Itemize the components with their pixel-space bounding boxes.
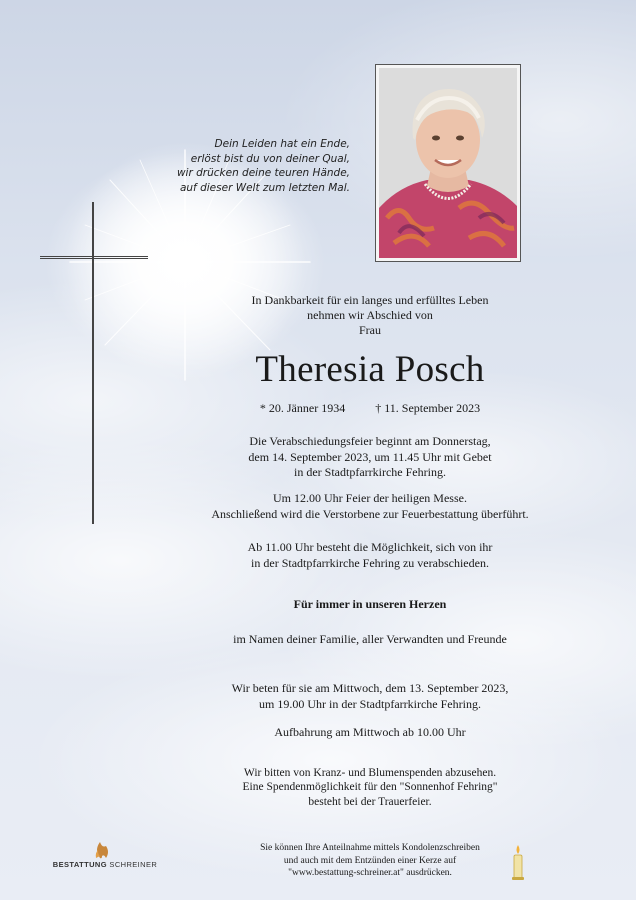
cross-vertical-bar — [92, 202, 94, 524]
farewell-line: in der Stadtpfarrkirche Fehring zu verabschieden. — [251, 555, 489, 570]
poem-line: Dein Leiden hat ein Ende, — [214, 138, 350, 150]
portrait-photo-frame — [375, 64, 521, 262]
donations-line: Eine Spendenmöglichkeit für den "Sonnenhof Fehring" — [242, 781, 498, 794]
intro-text — [180, 293, 560, 339]
poem-line: auf dieser Welt zum letzten Mal. — [179, 181, 350, 194]
intro-line: Frau — [359, 323, 381, 338]
farewell-info — [180, 540, 560, 571]
viewing-info: Aufbahrung am Mittwoch ab 10.00 Uhr — [274, 725, 466, 739]
ceremony-info — [180, 434, 560, 481]
poem — [150, 137, 350, 195]
logo-part-bestattung: BESTATTUNG — [52, 860, 107, 869]
poem-line: erlöst bist du von deiner Qual, — [190, 152, 350, 165]
family-signature: im Namen deiner Familie, aller Verwandten und Freunde — [233, 632, 507, 646]
cross-horizontal-bar — [40, 256, 148, 259]
poem-line: wir drücken deine teuren Hände, — [176, 167, 350, 180]
condolence-info — [220, 842, 520, 880]
donations-info — [180, 766, 560, 809]
ceremony-line: Die Verabschiedungsfeier beginnt am Donnerstag, — [249, 434, 491, 448]
company-logo-text — [50, 860, 160, 869]
condolence-line: "www.bestattung-schreiner.at" ausdrücken. — [288, 868, 452, 879]
logo-part-schreiner: SCHREINER — [109, 860, 158, 869]
prayer-line: um 19.00 Uhr in der Stadtpfarrkirche Fehring. — [259, 696, 481, 711]
mass-line: Anschließend wird die Verstorbene zur Feuerbestattung überführt. — [211, 506, 529, 521]
donations-line: Wir bitten von Kranz- und Blumenspenden abzusehen. — [243, 767, 497, 779]
prayer-info — [180, 681, 560, 712]
birth-date: * 20. Jänner 1934 — [259, 401, 346, 415]
mass-info — [160, 491, 580, 522]
life-dates — [180, 400, 560, 416]
deceased-name: Theresia Posch — [255, 349, 485, 390]
intro-line: nehmen wir Abschied von — [307, 308, 433, 323]
mass-line: Um 12.00 Uhr Feier der heiligen Messe. — [273, 491, 467, 505]
forever-heading: Für immer in unseren Herzen — [293, 597, 447, 611]
farewell-line: Ab 11.00 Uhr besteht die Möglichkeit, sich von ihr — [247, 540, 493, 554]
donations-line: besteht bei der Trauerfeier. — [308, 795, 432, 808]
portrait-illustration — [379, 68, 517, 258]
intro-line: In Dankbarkeit für ein langes und erfülltes Leben — [251, 293, 489, 307]
condolence-line: und auch mit dem Entzünden einer Kerze auf — [283, 855, 457, 866]
ceremony-line: in der Stadtpfarrkirche Fehring. — [294, 465, 446, 480]
ceremony-line: dem 14. September 2023, um 11.45 Uhr mit Gebet — [248, 449, 492, 464]
condolence-line: Sie können Ihre Anteilnahme mittels Kondolenzschreiben — [260, 843, 480, 853]
prayer-line: Wir beten für sie am Mittwoch, dem 13. September 2023, — [231, 681, 509, 695]
portrait-photo — [379, 68, 517, 258]
death-date: † 11. September 2023 — [375, 401, 481, 415]
candle-icon — [508, 843, 528, 881]
